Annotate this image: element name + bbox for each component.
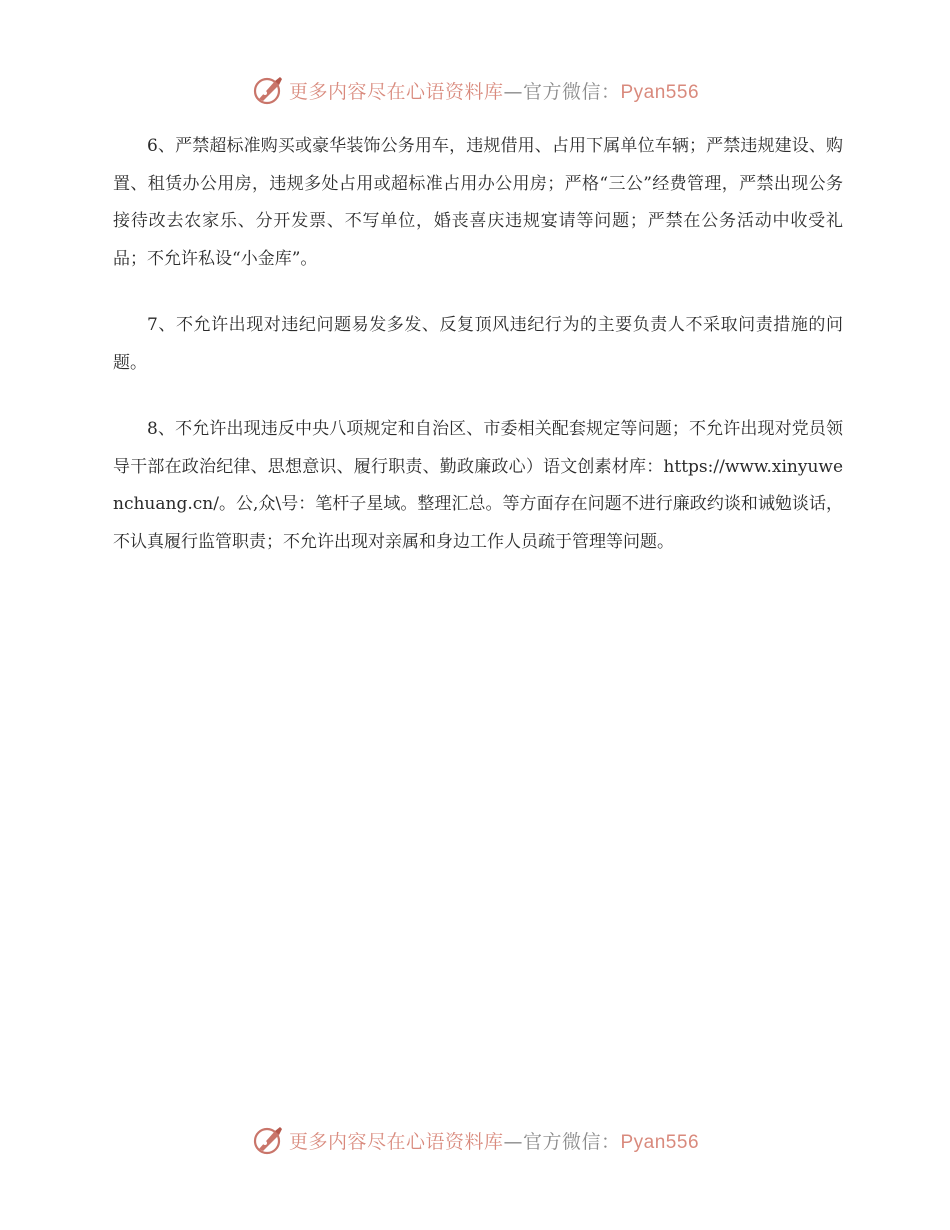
header-banner-content	[251, 73, 699, 107]
paragraph-7: 7、不允许出现对违纪问题易发多发、反复顶风违纪行为的主要负责人不采取问责措施的问题。	[113, 315, 843, 373]
pen-nib-logo-icon	[251, 1123, 285, 1157]
footer-banner	[0, 1120, 950, 1160]
header-banner-dash: —官方微信：	[503, 80, 621, 103]
header-banner-main: 更多内容尽在心语资料库	[288, 80, 504, 103]
document-body	[113, 128, 843, 590]
footer-banner-main: 更多内容尽在心语资料库	[288, 1130, 504, 1153]
header-banner-text	[289, 77, 699, 104]
footer-banner-dash: —官方微信：	[503, 1130, 621, 1153]
header-banner-id: Pyan556	[620, 81, 700, 103]
footer-banner-content	[251, 1123, 699, 1157]
pen-nib-logo-icon	[251, 73, 285, 107]
paragraph-8: 8、不允许出现违反中央八项规定和自治区、市委相关配套规定等问题；不允许出现对党员领导干部在政治纪律、思想意识、履行职责、勤政廉政心）语文创素材库：https://www.xinyuwenchuang.cn/。公,众\号：笔杆子星域。整理汇总。等方面存在问题不进行廉政约谈和诫勉谈话，不认真履行监管职责；不允许出现对亲属和身边工作人员疏于管理等问题。	[113, 419, 843, 552]
header-banner	[0, 70, 950, 110]
footer-banner-text	[289, 1127, 699, 1154]
paragraph-6: 6、严禁超标准购买或豪华装饰公务用车，违规借用、占用下属单位车辆；严禁违规建设、购置、租赁办公用房，违规多处占用或超标准占用办公用房；严格“三公”经费管理，严禁出现公务接待改去农家乐、分开发票、不写单位，婚丧喜庆违规宴请等问题；严禁在公务活动中收受礼品；不允许私设“小金库”。	[113, 136, 843, 269]
footer-banner-id: Pyan556	[620, 1131, 700, 1153]
